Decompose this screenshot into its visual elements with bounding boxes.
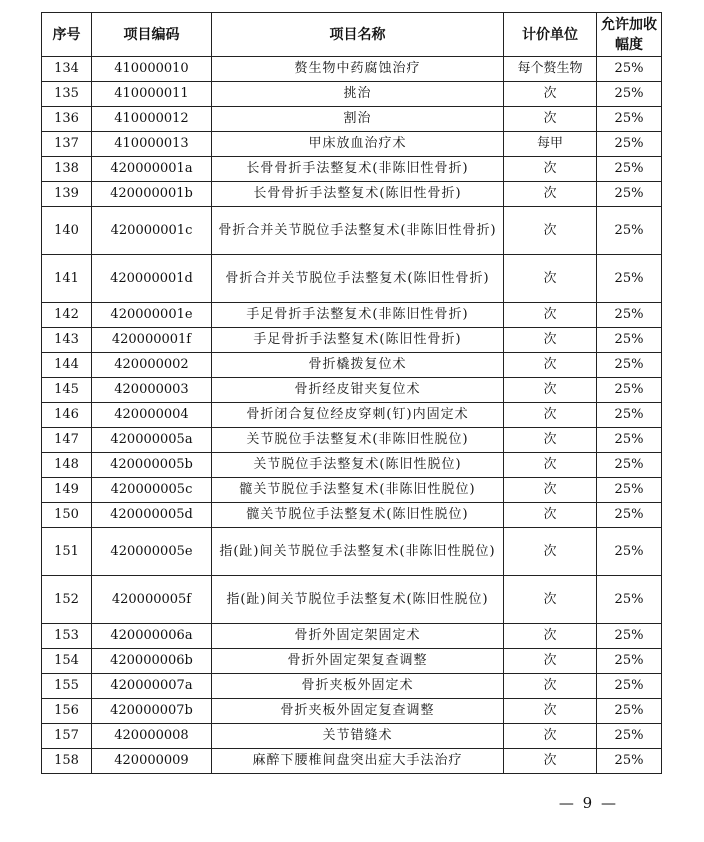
cell-seq: 141 — [42, 255, 92, 303]
table-row — [42, 749, 662, 774]
cell-unit: 次 — [504, 503, 597, 528]
cell-markup: 25% — [597, 57, 662, 82]
cell-unit: 次 — [504, 674, 597, 699]
cell-name: 手足骨折手法整复术(陈旧性骨折) — [212, 328, 504, 353]
cell-name: 关节脱位手法整复术(陈旧性脱位) — [212, 453, 504, 478]
cell-seq: 145 — [42, 378, 92, 403]
cell-code: 420000005f — [92, 576, 212, 624]
cell-code: 420000001e — [92, 303, 212, 328]
table-row — [42, 207, 662, 255]
cell-markup: 25% — [597, 328, 662, 353]
cell-unit: 次 — [504, 724, 597, 749]
cell-name: 骨折夹板外固定术 — [212, 674, 504, 699]
table-row — [42, 403, 662, 428]
cell-name: 挑治 — [212, 82, 504, 107]
table-header-row — [42, 13, 662, 57]
cell-code: 420000005a — [92, 428, 212, 453]
cell-code: 420000006a — [92, 624, 212, 649]
cell-seq: 140 — [42, 207, 92, 255]
cell-code: 410000013 — [92, 132, 212, 157]
cell-seq: 139 — [42, 182, 92, 207]
cell-seq: 136 — [42, 107, 92, 132]
cell-markup: 25% — [597, 107, 662, 132]
cell-unit: 次 — [504, 649, 597, 674]
cell-unit: 次 — [504, 624, 597, 649]
table-row — [42, 353, 662, 378]
cell-code: 420000004 — [92, 403, 212, 428]
table-row — [42, 157, 662, 182]
header-code: 项目编码 — [92, 13, 212, 57]
table-row — [42, 428, 662, 453]
cell-unit: 次 — [504, 182, 597, 207]
cell-markup: 25% — [597, 157, 662, 182]
cell-seq: 142 — [42, 303, 92, 328]
cell-code: 420000008 — [92, 724, 212, 749]
cell-code: 410000010 — [92, 57, 212, 82]
cell-markup: 25% — [597, 303, 662, 328]
cell-markup: 25% — [597, 82, 662, 107]
cell-code: 420000005b — [92, 453, 212, 478]
cell-name: 髋关节脱位手法整复术(非陈旧性脱位) — [212, 478, 504, 503]
cell-code: 420000007b — [92, 699, 212, 724]
cell-markup: 25% — [597, 503, 662, 528]
cell-seq: 135 — [42, 82, 92, 107]
cell-code: 410000012 — [92, 107, 212, 132]
cell-markup: 25% — [597, 132, 662, 157]
cell-seq: 147 — [42, 428, 92, 453]
cell-unit: 次 — [504, 749, 597, 774]
cell-name: 骨折经皮钳夹复位术 — [212, 378, 504, 403]
cell-code: 420000001f — [92, 328, 212, 353]
cell-seq: 137 — [42, 132, 92, 157]
table-row — [42, 699, 662, 724]
cell-markup: 25% — [597, 453, 662, 478]
table-row — [42, 378, 662, 403]
table-row — [42, 674, 662, 699]
cell-seq: 152 — [42, 576, 92, 624]
cell-unit: 次 — [504, 576, 597, 624]
header-markup: 允许加收幅度 — [597, 13, 662, 57]
cell-unit: 每甲 — [504, 132, 597, 157]
cell-seq: 148 — [42, 453, 92, 478]
table-row — [42, 503, 662, 528]
cell-unit: 每个赘生物 — [504, 57, 597, 82]
cell-name: 骨折橇拨复位术 — [212, 353, 504, 378]
cell-markup: 25% — [597, 182, 662, 207]
cell-unit: 次 — [504, 378, 597, 403]
cell-unit: 次 — [504, 107, 597, 132]
cell-name: 骨折外固定架复查调整 — [212, 649, 504, 674]
cell-code: 420000005d — [92, 503, 212, 528]
cell-name: 甲床放血治疗术 — [212, 132, 504, 157]
cell-unit: 次 — [504, 699, 597, 724]
header-unit: 计价单位 — [504, 13, 597, 57]
table-row — [42, 57, 662, 82]
cell-unit: 次 — [504, 403, 597, 428]
cell-code: 420000006b — [92, 649, 212, 674]
cell-code: 420000001d — [92, 255, 212, 303]
table-row — [42, 453, 662, 478]
cell-markup: 25% — [597, 378, 662, 403]
cell-name: 长骨骨折手法整复术(非陈旧性骨折) — [212, 157, 504, 182]
cell-seq: 149 — [42, 478, 92, 503]
cell-markup: 25% — [597, 207, 662, 255]
cell-code: 420000005e — [92, 528, 212, 576]
cell-name: 骨折合并关节脱位手法整复术(陈旧性骨折) — [212, 255, 504, 303]
table-row — [42, 624, 662, 649]
cell-seq: 154 — [42, 649, 92, 674]
cell-seq: 146 — [42, 403, 92, 428]
cell-seq: 134 — [42, 57, 92, 82]
table-row — [42, 328, 662, 353]
table-row — [42, 478, 662, 503]
header-seq: 序号 — [42, 13, 92, 57]
cell-name: 关节脱位手法整复术(非陈旧性脱位) — [212, 428, 504, 453]
cell-code: 420000005c — [92, 478, 212, 503]
cell-markup: 25% — [597, 749, 662, 774]
cell-markup: 25% — [597, 528, 662, 576]
cell-markup: 25% — [597, 403, 662, 428]
cell-code: 420000001c — [92, 207, 212, 255]
cell-unit: 次 — [504, 255, 597, 303]
cell-markup: 25% — [597, 428, 662, 453]
cell-code: 420000001a — [92, 157, 212, 182]
cell-name: 骨折夹板外固定复查调整 — [212, 699, 504, 724]
cell-markup: 25% — [597, 624, 662, 649]
cell-markup: 25% — [597, 674, 662, 699]
cell-name: 麻醉下腰椎间盘突出症大手法治疗 — [212, 749, 504, 774]
table-row — [42, 107, 662, 132]
cell-name: 长骨骨折手法整复术(陈旧性骨折) — [212, 182, 504, 207]
cell-unit: 次 — [504, 207, 597, 255]
cell-code: 410000011 — [92, 82, 212, 107]
cell-seq: 150 — [42, 503, 92, 528]
cell-markup: 25% — [597, 478, 662, 503]
cell-unit: 次 — [504, 157, 597, 182]
cell-markup: 25% — [597, 649, 662, 674]
cell-code: 420000009 — [92, 749, 212, 774]
fee-table — [41, 12, 662, 774]
cell-markup: 25% — [597, 353, 662, 378]
cell-unit: 次 — [504, 82, 597, 107]
cell-markup: 25% — [597, 576, 662, 624]
table-row — [42, 82, 662, 107]
table-row — [42, 724, 662, 749]
cell-name: 骨折闭合复位经皮穿刺(钉)内固定术 — [212, 403, 504, 428]
cell-unit: 次 — [504, 303, 597, 328]
cell-seq: 151 — [42, 528, 92, 576]
cell-name: 手足骨折手法整复术(非陈旧性骨折) — [212, 303, 504, 328]
cell-name: 指(趾)间关节脱位手法整复术(非陈旧性脱位) — [212, 528, 504, 576]
table-row — [42, 255, 662, 303]
cell-seq: 155 — [42, 674, 92, 699]
cell-name: 骨折合并关节脱位手法整复术(非陈旧性骨折) — [212, 207, 504, 255]
table-row — [42, 528, 662, 576]
table-row — [42, 576, 662, 624]
table-row — [42, 182, 662, 207]
cell-name: 指(趾)间关节脱位手法整复术(陈旧性脱位) — [212, 576, 504, 624]
cell-code: 420000002 — [92, 353, 212, 378]
table-row — [42, 303, 662, 328]
cell-name: 关节错缝术 — [212, 724, 504, 749]
cell-seq: 138 — [42, 157, 92, 182]
cell-code: 420000001b — [92, 182, 212, 207]
cell-seq: 156 — [42, 699, 92, 724]
cell-unit: 次 — [504, 328, 597, 353]
table-row — [42, 132, 662, 157]
cell-code: 420000003 — [92, 378, 212, 403]
cell-name: 割治 — [212, 107, 504, 132]
cell-seq: 157 — [42, 724, 92, 749]
cell-unit: 次 — [504, 528, 597, 576]
cell-seq: 158 — [42, 749, 92, 774]
cell-unit: 次 — [504, 353, 597, 378]
cell-markup: 25% — [597, 724, 662, 749]
header-name: 项目名称 — [212, 13, 504, 57]
cell-markup: 25% — [597, 699, 662, 724]
cell-seq: 153 — [42, 624, 92, 649]
cell-name: 赘生物中药腐蚀治疗 — [212, 57, 504, 82]
cell-name: 髋关节脱位手法整复术(陈旧性脱位) — [212, 503, 504, 528]
table-row — [42, 649, 662, 674]
cell-unit: 次 — [504, 428, 597, 453]
cell-seq: 143 — [42, 328, 92, 353]
cell-seq: 144 — [42, 353, 92, 378]
cell-name: 骨折外固定架固定术 — [212, 624, 504, 649]
cell-unit: 次 — [504, 478, 597, 503]
cell-unit: 次 — [504, 453, 597, 478]
cell-code: 420000007a — [92, 674, 212, 699]
page-number: — 9 — — [558, 794, 618, 812]
cell-markup: 25% — [597, 255, 662, 303]
